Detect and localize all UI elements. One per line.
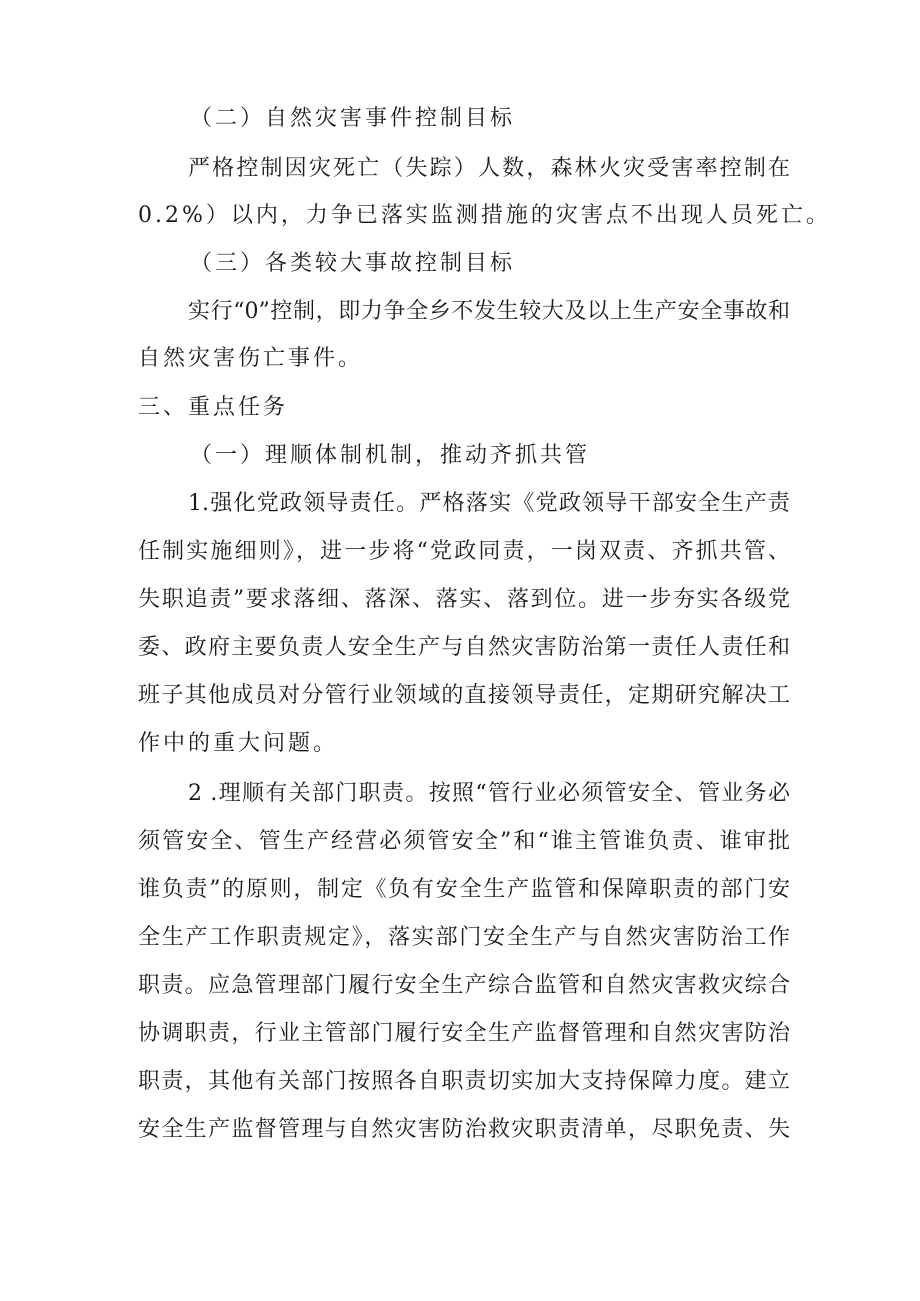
paragraph-line: 协调职责，行业主管部门履行安全生产监督管理和自然灾害防治 xyxy=(138,1021,790,1046)
paragraph-line: 任制实施细则》，进一步将“党政同责，一岗双责、齐抓共管、 xyxy=(138,539,790,564)
paragraph-line: 2 .理顺有关部门职责。按照“管行业必须管安全、管业务必 xyxy=(188,781,790,806)
paragraph-line: 职责。应急管理部门履行安全生产综合监管和自然灾害救灾综合 xyxy=(138,973,790,998)
section-heading-key-tasks: 三、重点任务 xyxy=(138,395,289,420)
section-heading-system-mechanism: （一）理顺体制机制，推动齐抓共管 xyxy=(190,443,591,468)
paragraph-line: 1.强化党政领导责任。严格落实《党政领导干部安全生产责 xyxy=(188,491,790,516)
paragraph-line: 自然灾害伤亡事件。 xyxy=(138,346,364,371)
paragraph-line: 实行“0”控制，即力争全乡不发生较大及以上生产安全事故和 xyxy=(188,299,790,324)
paragraph-line: 0.2%）以内，力争已落实监测措施的灾害点不出现人员死亡。 xyxy=(138,203,831,228)
paragraph-line: 须管安全、管生产经营必须管安全”和“谁主管谁负责、谁审批 xyxy=(138,829,790,854)
paragraph-line: 严格控制因灾死亡（失踪）人数，森林火灾受害率控制在 xyxy=(188,156,790,181)
paragraph-line: 失职追责”要求落细、落深、落实、落到位。进一步夯实各级党 xyxy=(138,587,790,612)
paragraph-line: 安全生产监督管理与自然灾害防治救灾职责清单，尽职免责、失 xyxy=(138,1117,790,1142)
paragraph-line: 职责，其他有关部门按照各自职责切实加大支持保障力度。建立 xyxy=(138,1069,790,1094)
section-heading-natural-disaster-target: （二）自然灾害事件控制目标 xyxy=(190,106,516,131)
section-heading-major-accident-target: （三）各类较大事故控制目标 xyxy=(190,251,516,276)
paragraph-line: 谁负责”的原则，制定《负有安全生产监管和保障职责的部门安 xyxy=(138,877,790,902)
paragraph-line: 全生产工作职责规定》，落实部门安全生产与自然灾害防治工作 xyxy=(138,925,790,950)
paragraph-line: 委、政府主要负责人安全生产与自然灾害防治第一责任人责任和 xyxy=(138,635,790,660)
paragraph-line: 作中的重大问题。 xyxy=(138,731,339,756)
paragraph-line: 班子其他成员对分管行业领域的直接领导责任，定期研究解决工 xyxy=(138,683,790,708)
